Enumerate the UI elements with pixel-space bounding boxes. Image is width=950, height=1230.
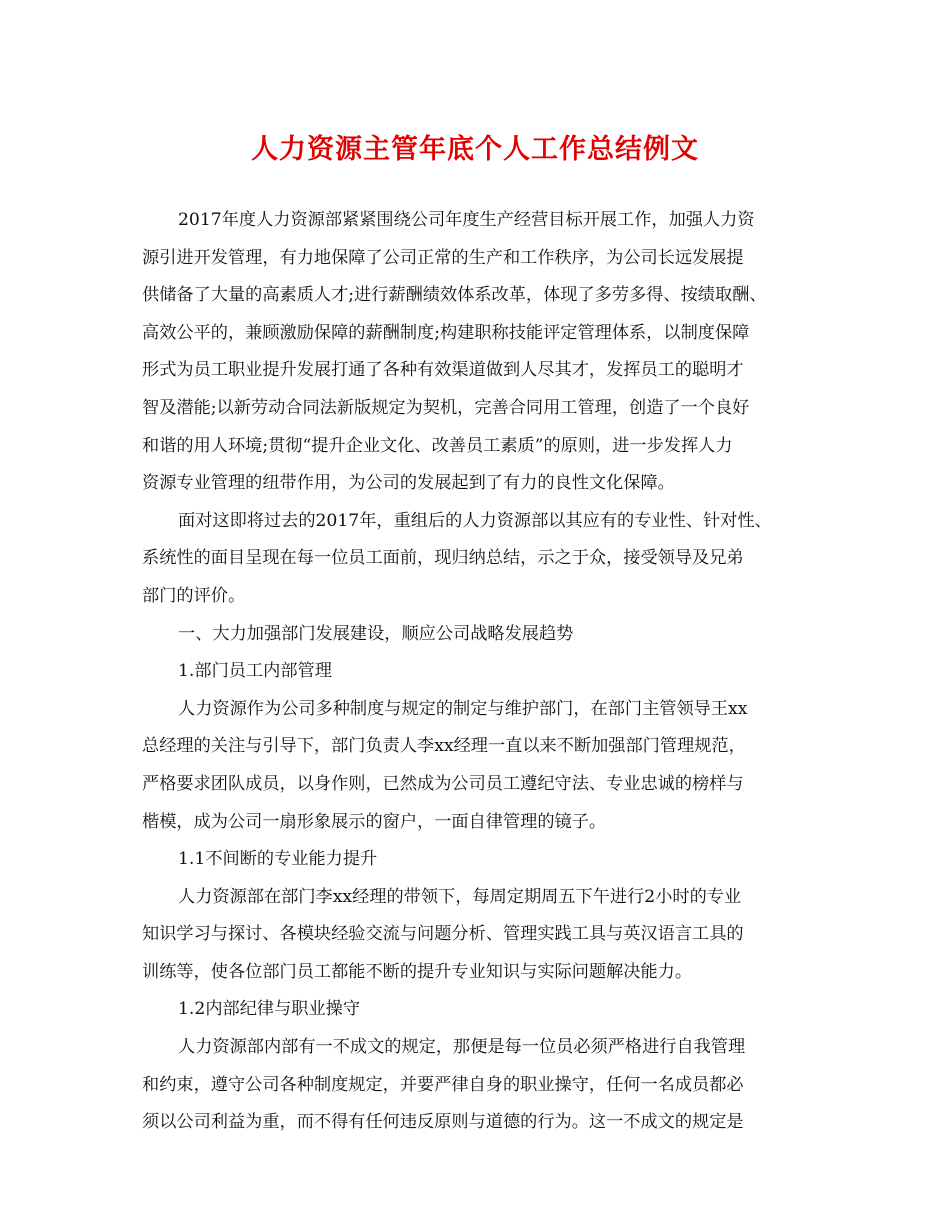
body-line: 形式为员工职业提升发展打通了各种有效渠道做到人尽其才，发挥员工的聪明才 [142, 360, 744, 381]
body-line: 2017年度人力资源部紧紧围绕公司年度生产经营目标开展工作，加强人力资 [178, 210, 755, 230]
document-body [142, 202, 822, 1142]
body-line: 1.部门员工内部管理 [178, 661, 332, 682]
body-line: 源引进开发管理，有力地保障了公司正常的生产和工作秩序，为公司长远发展提 [142, 247, 744, 268]
body-line: 知识学习与探讨、各模块经验交流与问题分析、管理实践工具与英汉语言工具的 [142, 924, 744, 945]
body-line: 智及潜能;以新劳动合同法新版规定为契机，完善合同用工管理，创造了一个良好 [142, 397, 750, 418]
body-line: 一、大力加强部门发展建设，顺应公司战略发展趋势 [178, 623, 574, 644]
body-line: 人力资源作为公司多种制度与规定的制定与维护部门，在部门主管领导王xx [178, 698, 748, 719]
body-line: 1.1不间断的专业能力提升 [178, 849, 378, 870]
body-line: 严格要求团队成员，以身作则，已然成为公司员工遵纪守法、专业忠诚的榜样与 [142, 773, 744, 794]
body-line: 1.2内部纪律与职业操守 [178, 999, 361, 1020]
body-line: 须以公司利益为重，而不得有任何违反原则与道德的行为。这一不成文的规定是 [142, 1112, 744, 1133]
document-title: 人力资源主管年底个人工作总结例文 [251, 134, 699, 165]
body-line: 总经理的关注与引导下，部门负责人李xx经理一直以来不断加强部门管理规范， [142, 736, 746, 757]
body-line: 和谐的用人环境;贯彻“提升企业文化、改善员工素质”的原则，进一步发挥人力 [142, 435, 733, 456]
body-line: 楷模，成为公司一扇形象展示的窗户，一面自律管理的镜子。 [142, 811, 607, 832]
body-line: 人力资源部在部门李xx经理的带领下，每周定期周五下午进行2小时的专业 [178, 886, 742, 907]
body-line: 训练等，使各位部门员工都能不断的提升专业知识与实际问题解决能力。 [142, 961, 693, 982]
body-line: 面对这即将过去的2017年，重组后的人力资源部以其应有的专业性、针对性、 [178, 510, 772, 531]
body-line: 资源专业管理的纽带作用，为公司的发展起到了有力的良性文化保障。 [142, 473, 675, 494]
body-line: 系统性的面目呈现在每一位员工面前，现归纳总结，示之于众，接受领导及兄弟 [142, 548, 744, 569]
body-line: 部门的评价。 [142, 585, 246, 606]
body-line: 供储备了大量的高素质人才;进行薪酬绩效体系改革，体现了多劳多得、按绩取酬、 [142, 285, 767, 306]
body-line: 人力资源部内部有一不成文的规定，那便是每一位员必须严格进行自我管理 [178, 1037, 746, 1058]
body-line: 和约束，遵守公司各种制度规定，并要严律自身的职业操守，任何一名成员都必 [142, 1074, 744, 1095]
body-line: 高效公平的，兼顾激励保障的薪酬制度;构建职称技能评定管理体系，以制度保障 [142, 322, 750, 343]
